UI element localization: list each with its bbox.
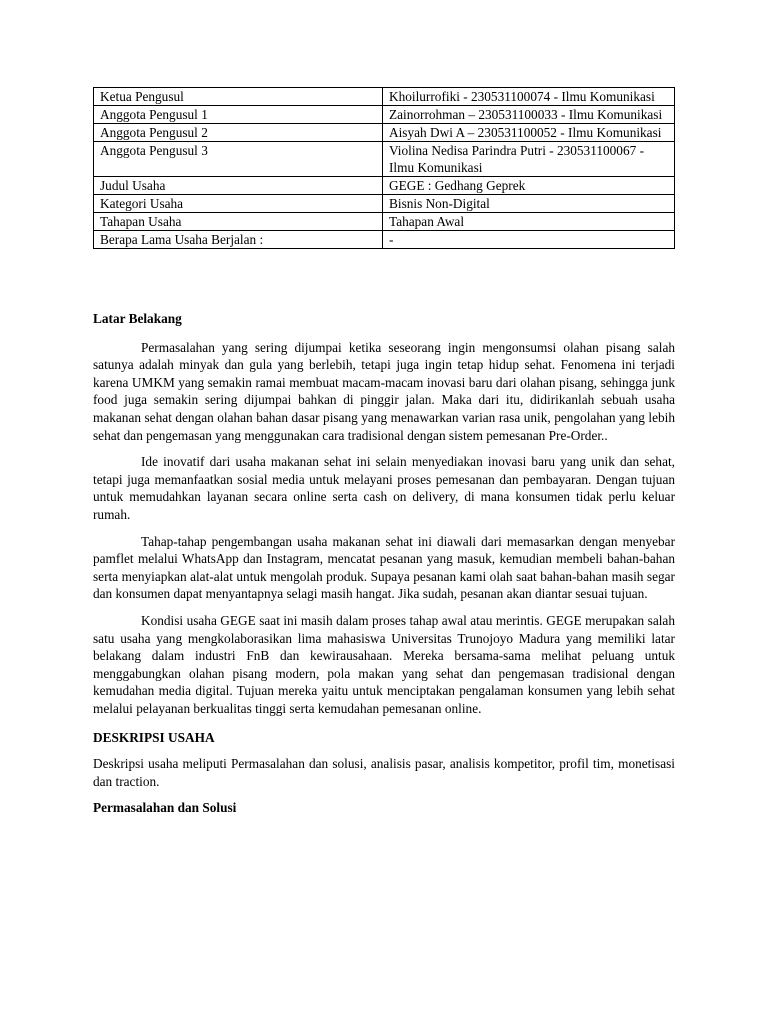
table-label-cell: Judul Usaha: [94, 177, 383, 195]
table-label-cell: Ketua Pengusul: [94, 88, 383, 106]
table-value-cell: Zainorrohman – 230531100033 - Ilmu Komunikasi: [383, 106, 675, 124]
latar-belakang-paragraph-2: Ide inovatif dari usaha makanan sehat ini selain menyediakan inovasi baru yang unik dan sehat, tetapi juga memanfaatkan sosial media untuk melayani proses pemesanan dan pembayaran. Dengan tujuan untuk memudahkan layanan secara online serta cash on delivery, di mana konsumen tidak perlu keluar rumah.: [93, 454, 675, 522]
table-label-cell: Kategori Usaha: [94, 195, 383, 213]
table-label-cell: Berapa Lama Usaha Berjalan :: [94, 231, 383, 249]
proposal-info-table: [93, 87, 675, 249]
latar-belakang-heading: Latar Belakang: [93, 311, 182, 326]
latar-belakang-paragraph-3: Tahap-tahap pengembangan usaha makanan sehat ini diawali dari memasarkan dengan menyebar pamflet melalui WhatsApp dan Instagram, mencatat pesanan yang masuk, kemudian membeli bahan-bahan serta menyiapkan alat-alat untuk mengolah produk. Supaya pesanan kami olah saat bahan-bahan masih segar dan konsumen dapat menyantapnya selagi masih hangat. Jika sudah, pesanan akan diantar sesuai tujuan.: [93, 533, 675, 602]
table-value-cell: GEGE : Gedhang Geprek: [383, 177, 675, 195]
table-row: [94, 142, 675, 177]
table-value-cell: -: [383, 231, 675, 249]
deskripsi-usaha-heading: DESKRIPSI USAHA: [93, 730, 215, 746]
permasalahan-solusi-heading: Permasalahan dan Solusi: [93, 800, 237, 816]
table-value-cell: Tahapan Awal: [383, 213, 675, 231]
table-label-cell: Anggota Pengusul 1: [94, 106, 383, 124]
deskripsi-usaha-text: Deskripsi usaha meliputi Permasalahan dan solusi, analisis pasar, analisis kompetitor, profil tim, monetisasi dan traction.: [93, 756, 675, 789]
table-row: [94, 106, 675, 124]
table-row: [94, 213, 675, 231]
table-row: [94, 88, 675, 106]
latar-belakang-paragraph-4: Kondisi usaha GEGE saat ini masih dalam proses tahap awal atau merintis. GEGE merupakan salah satu usaha yang mengkolaborasikan lima mahasiswa Universitas Trunojoyo Madura yang memiliki latar belakang dalam industri FnB dan kewirausahaan. Mereka bersama-sama melihat peluang untuk menggabungkan olahan pisang modern, pola makan yang sehat dan pengemasan tradisional dengan kemudahan media digital. Tujuan mereka yaitu untuk menciptakan pengalaman konsumen yang lebih sehat melalui pelayanan berkualitas tinggi serta kemudahan pemesanan online.: [93, 612, 675, 716]
table-row: [94, 195, 675, 213]
table-row: [94, 231, 675, 249]
table-label-cell: Anggota Pengusul 3: [94, 142, 383, 177]
table-label-cell: Tahapan Usaha: [94, 213, 383, 231]
table-row: [94, 177, 675, 195]
table-value-cell: Bisnis Non-Digital: [383, 195, 675, 213]
table-value-cell: Violina Nedisa Parindra Putri - 230531100067 - Ilmu Komunikasi: [383, 142, 675, 177]
table-row: [94, 124, 675, 142]
table-value-cell: Aisyah Dwi A – 230531100052 - Ilmu Komunikasi: [383, 124, 675, 142]
document-page: [93, 87, 675, 817]
table-label-cell: Anggota Pengusul 2: [94, 124, 383, 142]
table-value-cell: Khoilurrofiki - 230531100074 - Ilmu Komunikasi: [383, 88, 675, 106]
latar-belakang-paragraph-1: Permasalahan yang sering dijumpai ketika seseorang ingin mengonsumsi olahan pisang salah satunya adalah minyak dan gula yang berlebih, tetapi juga ingin tetap hidup sehat. Fenomena ini terjadi karena UMKM yang semakin ramai membuat macam-macam inovasi baru dari olahan pisang, sehingga junk food juga semakin sering dijumpai bahkan di pinggir jalan. Maka dari itu, didirikanlah sebuah usaha makanan sehat dengan olahan bahan dasar pisang yang menawarkan varian rasa unik, pengolahan yang lebih sehat dan pengemasan yang menggunakan cara tradisional dengan sistem pemesanan Pre-Order..: [93, 339, 675, 443]
